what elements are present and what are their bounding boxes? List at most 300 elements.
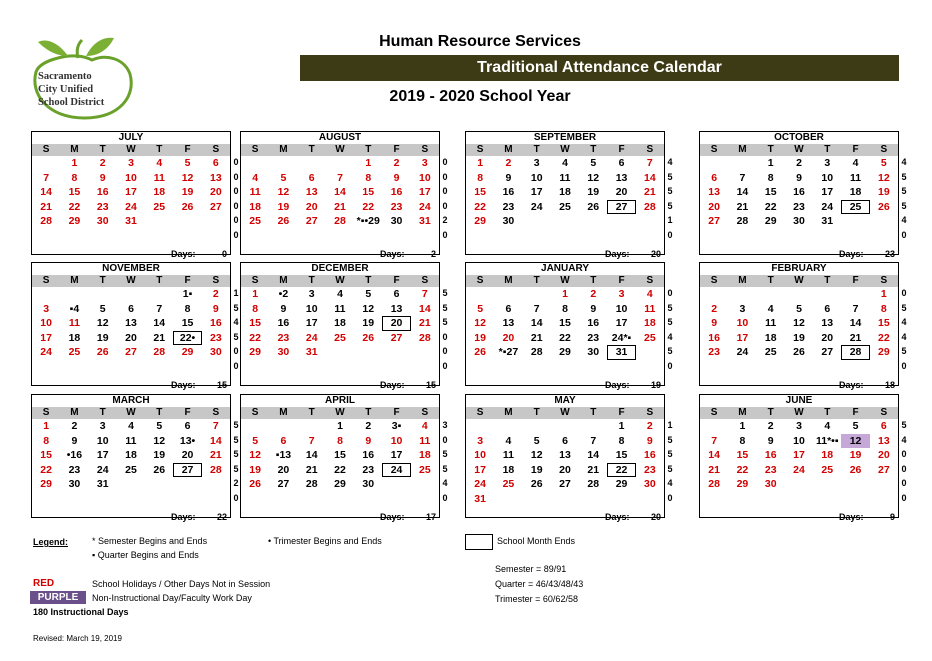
weekday-label: W bbox=[126, 144, 136, 155]
day-cell: 8 bbox=[252, 302, 259, 315]
day-cell: 5 bbox=[365, 288, 372, 300]
day-cell: 9 bbox=[796, 171, 802, 184]
day-cell bbox=[382, 229, 410, 244]
day-cell: *▪27 bbox=[498, 346, 519, 358]
day-cell bbox=[241, 360, 269, 375]
weekday-label: W bbox=[335, 144, 345, 155]
weekday-label: F bbox=[852, 275, 859, 286]
month-days-total bbox=[380, 380, 436, 392]
day-cell: 30 bbox=[643, 478, 656, 490]
day-cell bbox=[757, 287, 785, 302]
day-cell: 11 bbox=[559, 171, 571, 184]
day-cell: 31 bbox=[305, 346, 318, 358]
week-day-count: 5 bbox=[233, 420, 239, 430]
day-cell: 27 bbox=[125, 346, 137, 358]
day-cell: 6 bbox=[880, 420, 887, 432]
day-cell: 21 bbox=[530, 331, 543, 344]
week-row bbox=[466, 419, 664, 434]
day-cell: 7 bbox=[43, 171, 50, 184]
month-may bbox=[465, 394, 665, 518]
day-cell: 29 bbox=[334, 478, 346, 490]
day-cell: 21 bbox=[587, 463, 600, 476]
day-cell: 3 bbox=[796, 420, 802, 432]
day-cell bbox=[636, 229, 664, 244]
weekday-header bbox=[700, 275, 898, 287]
logo-line-2: City Unified bbox=[38, 84, 94, 95]
weekday-header bbox=[466, 275, 664, 287]
week-day-count: 0 bbox=[233, 171, 239, 182]
day-cell: 9 bbox=[711, 317, 718, 329]
instructional-days: 180 Instructional Days bbox=[33, 607, 129, 617]
week-row bbox=[32, 316, 230, 331]
day-cell: 9 bbox=[767, 434, 774, 447]
week-day-count: 5 bbox=[442, 317, 448, 327]
weekday-label: T bbox=[365, 407, 372, 418]
day-cell: 16 bbox=[390, 186, 403, 198]
day-cell bbox=[326, 360, 354, 375]
day-cell: 16 bbox=[502, 186, 515, 198]
days-value: 23 bbox=[884, 249, 895, 259]
day-cell: 14 bbox=[334, 186, 346, 198]
week-row bbox=[466, 434, 664, 449]
week-row bbox=[32, 434, 230, 449]
day-cell bbox=[269, 229, 297, 244]
week-day-count: 0 bbox=[442, 186, 448, 196]
day-cell: 5 bbox=[99, 302, 106, 315]
day-cell: 23 bbox=[502, 200, 515, 213]
days-label: Days: bbox=[605, 512, 630, 522]
week-day-count: 5 bbox=[233, 434, 239, 445]
day-cell bbox=[870, 229, 898, 244]
month-name: MARCH bbox=[112, 395, 150, 406]
week-day-count: 4 bbox=[901, 317, 907, 327]
day-cell: 7 bbox=[590, 434, 597, 447]
day-cell: 8 bbox=[365, 171, 372, 184]
week-row bbox=[700, 156, 898, 171]
weekday-label: S bbox=[476, 144, 484, 155]
school-year-title: 2019 - 2020 School Year bbox=[389, 88, 571, 105]
day-cell: 25 bbox=[68, 346, 81, 358]
day-cell: 4 bbox=[824, 420, 831, 432]
day-cell bbox=[523, 214, 551, 229]
weekday-header bbox=[700, 144, 898, 156]
day-cell: 25 bbox=[821, 463, 834, 476]
day-cell bbox=[60, 492, 88, 507]
week-day-count: 5 bbox=[442, 449, 448, 459]
day-cell: 29 bbox=[764, 215, 777, 227]
week-day-count: 0 bbox=[667, 492, 673, 503]
days-value: 17 bbox=[425, 512, 436, 522]
day-cell: 12 bbox=[153, 434, 166, 447]
day-cell: 27 bbox=[305, 215, 318, 227]
day-cell: 31 bbox=[607, 345, 635, 360]
day-cell: 3▪ bbox=[391, 420, 402, 432]
week-day-count: 4 bbox=[442, 478, 448, 488]
weekday-label: W bbox=[560, 407, 570, 418]
week-row bbox=[32, 171, 230, 186]
days-value: 19 bbox=[650, 380, 661, 390]
day-cell: 30 bbox=[764, 478, 777, 490]
week-row bbox=[700, 477, 898, 492]
day-cell: 23 bbox=[362, 463, 375, 476]
day-cell: 16 bbox=[708, 331, 720, 344]
day-cell: 7 bbox=[711, 434, 718, 447]
weekday-label: F bbox=[184, 407, 191, 418]
weekday-label: T bbox=[824, 407, 831, 418]
day-cell: 20 bbox=[305, 200, 318, 213]
semester-count: Semester = 89/91 bbox=[495, 564, 567, 574]
week-row bbox=[32, 345, 230, 360]
day-cell: 3 bbox=[99, 420, 106, 432]
day-cell: 12 bbox=[587, 171, 600, 184]
day-cell bbox=[466, 287, 494, 302]
day-cell bbox=[636, 492, 664, 507]
day-cell: 23 bbox=[96, 200, 109, 213]
day-cell: 26 bbox=[181, 200, 194, 213]
week-row bbox=[466, 316, 664, 331]
day-cell: 28 bbox=[334, 215, 346, 227]
day-cell: 15 bbox=[334, 449, 346, 461]
day-cell: 22 bbox=[559, 331, 571, 344]
day-cell bbox=[607, 214, 635, 229]
week-day-count: 5 bbox=[233, 463, 239, 474]
day-cell: 20 bbox=[877, 449, 890, 461]
day-cell: 13 bbox=[305, 186, 318, 198]
day-cell: 9 bbox=[365, 434, 372, 447]
day-cell bbox=[60, 287, 88, 302]
week-row bbox=[466, 345, 664, 360]
days-label: Days: bbox=[380, 512, 405, 522]
day-cell: 6 bbox=[824, 302, 831, 315]
day-cell bbox=[32, 360, 60, 375]
day-cell bbox=[202, 229, 230, 244]
day-cell bbox=[326, 492, 354, 507]
week-row bbox=[466, 463, 664, 478]
week-day-count: 3 bbox=[442, 420, 448, 430]
day-cell bbox=[579, 419, 607, 434]
week-day-count: 2 bbox=[233, 478, 239, 488]
week-row bbox=[32, 477, 230, 492]
day-cell bbox=[32, 229, 60, 244]
week-row bbox=[241, 200, 439, 215]
weekday-label: S bbox=[251, 275, 259, 286]
weekday-label: W bbox=[794, 407, 804, 418]
day-cell: 1 bbox=[71, 157, 78, 169]
day-cell: 19 bbox=[877, 186, 890, 198]
day-cell bbox=[202, 477, 230, 492]
day-cell bbox=[607, 492, 635, 507]
day-cell bbox=[411, 360, 439, 375]
week-row bbox=[32, 419, 230, 434]
logo-line-1: Sacramento bbox=[38, 71, 92, 82]
day-cell: 8 bbox=[184, 302, 191, 315]
week-row bbox=[32, 214, 230, 229]
day-cell: 22 bbox=[362, 200, 375, 213]
day-cell: 17 bbox=[305, 317, 318, 329]
weekday-label: W bbox=[126, 275, 136, 286]
weekday-label: T bbox=[767, 407, 774, 418]
day-cell: 15 bbox=[474, 186, 486, 198]
month-days-total bbox=[839, 380, 895, 392]
day-cell bbox=[523, 419, 551, 434]
day-cell: 24 bbox=[96, 463, 109, 476]
day-cell: 31 bbox=[821, 215, 834, 227]
day-cell: 15 bbox=[362, 186, 375, 198]
day-cell: 25 bbox=[764, 346, 777, 358]
day-cell: 31 bbox=[474, 492, 486, 505]
weekday-label: F bbox=[393, 407, 400, 418]
day-cell bbox=[841, 477, 869, 492]
week-row bbox=[700, 185, 898, 200]
day-cell: 10 bbox=[305, 302, 318, 315]
day-cell bbox=[466, 229, 494, 244]
day-cell bbox=[269, 419, 297, 434]
day-cell: 20 bbox=[125, 331, 137, 344]
day-cell: 1 bbox=[767, 157, 774, 169]
day-cell: 21 bbox=[849, 331, 862, 344]
day-cell: 28 bbox=[841, 345, 869, 360]
day-cell: 4 bbox=[562, 157, 568, 169]
day-cell: •16 bbox=[66, 449, 83, 461]
day-cell: 29 bbox=[181, 346, 194, 358]
month-days-total bbox=[839, 249, 895, 261]
week-row bbox=[466, 229, 664, 244]
day-cell: 18 bbox=[68, 331, 81, 344]
day-cell bbox=[579, 229, 607, 244]
day-cell: 2 bbox=[99, 157, 106, 169]
day-cell: 14 bbox=[708, 449, 720, 461]
day-cell: 7 bbox=[852, 302, 859, 315]
week-day-count: 1 bbox=[233, 288, 239, 298]
day-cell bbox=[117, 492, 145, 507]
month-november bbox=[31, 262, 231, 386]
day-cell: 19 bbox=[530, 463, 543, 476]
day-cell: 6 bbox=[280, 434, 287, 447]
day-cell: 15 bbox=[68, 186, 81, 198]
month-december bbox=[240, 262, 440, 386]
weekday-label: F bbox=[618, 275, 625, 286]
day-cell: 23 bbox=[587, 331, 600, 344]
day-cell bbox=[60, 360, 88, 375]
day-cell bbox=[785, 287, 813, 302]
weekday-header bbox=[466, 407, 664, 419]
day-cell bbox=[241, 156, 269, 171]
day-cell: 22 bbox=[334, 463, 346, 476]
day-cell: 1 bbox=[618, 420, 625, 432]
week-row bbox=[32, 287, 230, 302]
day-cell: 11 bbox=[68, 317, 80, 329]
day-cell: 29 bbox=[68, 215, 81, 227]
day-cell bbox=[173, 477, 201, 492]
weekday-label: M bbox=[279, 275, 288, 286]
day-cell: 4 bbox=[128, 420, 134, 432]
day-cell: 12 bbox=[249, 449, 261, 461]
week-row bbox=[466, 448, 664, 463]
day-cell: 1 bbox=[880, 288, 887, 300]
day-cell: 18 bbox=[125, 449, 137, 461]
day-cell: 23 bbox=[68, 463, 81, 476]
day-cell: 4 bbox=[156, 157, 163, 169]
day-cell: 15 bbox=[736, 449, 749, 461]
week-day-count: 0 bbox=[233, 229, 239, 240]
day-cell bbox=[607, 360, 635, 375]
weekday-header bbox=[700, 407, 898, 419]
week-row bbox=[241, 360, 439, 375]
weekday-label: S bbox=[251, 144, 259, 155]
day-cell: 17 bbox=[530, 186, 543, 198]
day-cell: 13 bbox=[502, 317, 515, 329]
day-cell: 10 bbox=[125, 171, 137, 184]
legend-red-desc: School Holidays / Other Days Not in Session bbox=[92, 579, 271, 589]
day-cell: 21 bbox=[209, 449, 222, 461]
day-cell: 22 bbox=[607, 463, 635, 478]
day-cell bbox=[32, 287, 60, 302]
day-cell: 20 bbox=[382, 316, 410, 331]
week-row bbox=[241, 477, 439, 492]
month-days-total bbox=[171, 380, 227, 392]
day-cell bbox=[728, 156, 756, 171]
week-day-count: 0 bbox=[442, 229, 448, 240]
month-days-total bbox=[605, 249, 661, 261]
header-title: Human Resource Services bbox=[379, 33, 581, 50]
days-value: 18 bbox=[884, 380, 895, 390]
day-cell: 2 bbox=[365, 420, 372, 432]
week-row bbox=[700, 492, 898, 507]
month-name: APRIL bbox=[325, 395, 355, 406]
day-cell: 12 bbox=[877, 171, 890, 184]
weekday-label: F bbox=[852, 407, 859, 418]
weekday-header bbox=[241, 144, 439, 156]
day-cell: 17 bbox=[615, 317, 628, 329]
day-cell bbox=[173, 229, 201, 244]
day-cell: 19 bbox=[277, 200, 290, 213]
week-row bbox=[241, 287, 439, 302]
day-cell: 28 bbox=[736, 215, 749, 227]
day-cell: 27 bbox=[607, 200, 635, 215]
day-cell bbox=[579, 360, 607, 375]
week-row bbox=[700, 345, 898, 360]
day-cell: 22 bbox=[68, 200, 81, 213]
day-cell: 14 bbox=[40, 186, 52, 198]
week-row bbox=[32, 229, 230, 244]
week-day-count: 0 bbox=[901, 360, 907, 371]
day-cell: 11*•▪ bbox=[815, 434, 839, 447]
legend-title: Legend: bbox=[33, 537, 69, 547]
day-cell bbox=[494, 287, 522, 302]
day-cell: 17 bbox=[821, 186, 834, 198]
week-row bbox=[241, 171, 439, 186]
day-cell: 28 bbox=[530, 346, 543, 358]
day-cell: 5 bbox=[252, 434, 259, 447]
week-day-count: 2 bbox=[442, 215, 448, 225]
day-cell bbox=[117, 360, 145, 375]
day-cell: 23 bbox=[390, 200, 403, 213]
day-cell: 1 bbox=[562, 288, 568, 300]
day-cell: 21 bbox=[708, 463, 720, 476]
week-day-count: 0 bbox=[442, 492, 448, 503]
day-cell: 20 bbox=[181, 449, 194, 461]
month-name: MAY bbox=[554, 395, 576, 406]
legend-quarter: ▪ Quarter Begins and Ends bbox=[92, 550, 199, 560]
day-cell bbox=[813, 287, 841, 302]
day-cell: 6 bbox=[393, 288, 400, 300]
day-cell: 29 bbox=[559, 346, 571, 358]
day-cell: 26 bbox=[362, 331, 375, 344]
week-day-count: 5 bbox=[901, 186, 907, 196]
month-name: DECEMBER bbox=[311, 263, 369, 274]
day-cell: 26 bbox=[530, 478, 543, 490]
day-cell bbox=[607, 229, 635, 244]
weekday-label: S bbox=[212, 144, 220, 155]
day-cell: 2 bbox=[212, 288, 219, 300]
week-row bbox=[241, 492, 439, 507]
weekday-header bbox=[466, 144, 664, 156]
day-cell bbox=[326, 345, 354, 360]
month-days-total bbox=[605, 512, 661, 524]
day-cell: 18 bbox=[764, 331, 777, 344]
week-day-count: 4 bbox=[667, 478, 673, 488]
day-cell bbox=[298, 492, 326, 507]
day-cell: 15 bbox=[559, 317, 571, 329]
day-cell: 28 bbox=[153, 346, 166, 358]
weekday-label: F bbox=[618, 144, 625, 155]
day-cell bbox=[523, 360, 551, 375]
day-cell: 27 bbox=[559, 478, 571, 490]
day-cell: 9 bbox=[99, 171, 106, 184]
weekday-label: W bbox=[794, 275, 804, 286]
day-cell: 9 bbox=[212, 302, 219, 315]
day-cell: 26 bbox=[153, 463, 166, 476]
week-row bbox=[241, 448, 439, 463]
day-cell bbox=[636, 345, 664, 360]
weekday-header bbox=[32, 275, 230, 287]
day-cell: 3 bbox=[421, 157, 428, 169]
day-cell bbox=[89, 287, 117, 302]
day-cell: 13 bbox=[390, 302, 403, 315]
day-cell bbox=[523, 229, 551, 244]
week-row bbox=[466, 214, 664, 229]
weekday-label: T bbox=[590, 275, 597, 286]
weekday-label: T bbox=[590, 144, 597, 155]
day-cell: 5 bbox=[477, 302, 484, 315]
day-cell bbox=[579, 214, 607, 229]
day-cell: 13 bbox=[125, 317, 137, 329]
day-cell bbox=[269, 156, 297, 171]
day-cell: 31 bbox=[125, 215, 137, 227]
week-row bbox=[241, 463, 439, 478]
week-day-count: 5 bbox=[901, 200, 907, 211]
weekday-label: F bbox=[184, 144, 191, 155]
month-october bbox=[699, 131, 899, 255]
day-cell: 19 bbox=[153, 449, 166, 461]
week-row bbox=[241, 434, 439, 449]
week-row bbox=[700, 331, 898, 346]
day-cell: 4 bbox=[421, 420, 428, 432]
day-cell bbox=[411, 477, 439, 492]
day-cell: 3 bbox=[43, 302, 50, 315]
day-cell: 28 bbox=[643, 200, 656, 213]
day-cell: 2 bbox=[767, 420, 774, 432]
day-cell: 30 bbox=[587, 346, 600, 358]
month-name: NOVEMBER bbox=[102, 263, 160, 274]
day-cell: 8 bbox=[562, 302, 568, 315]
month-days-total bbox=[171, 512, 227, 524]
day-cell bbox=[326, 229, 354, 244]
day-cell: 3 bbox=[477, 434, 484, 447]
day-cell: 11 bbox=[125, 434, 137, 447]
month-january bbox=[465, 262, 665, 386]
week-row bbox=[32, 200, 230, 215]
